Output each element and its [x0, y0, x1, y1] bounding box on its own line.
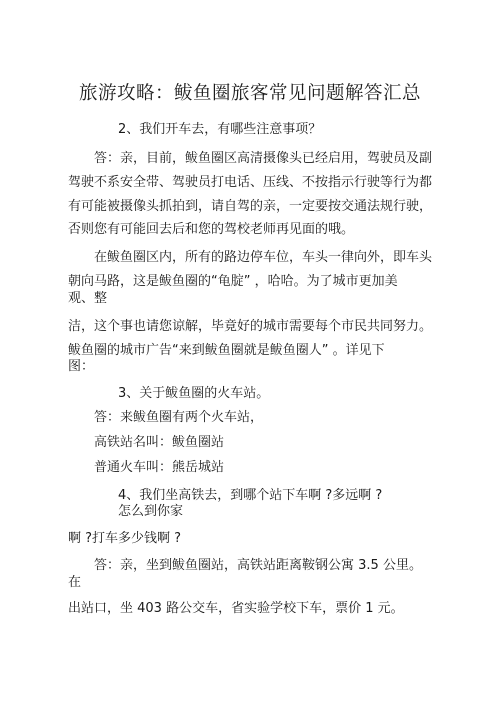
answer-4-line-2: 在 [68, 575, 82, 590]
question-2: 2、我们开车去，有哪些注意事项？ [118, 122, 322, 137]
question-3: 3、关于鲅鱼圈的火车站。 [118, 386, 270, 401]
answer-4-line-1: 答：亲，坐到鲅鱼圈站，高铁站距离鞍钢公寓 3.5 公里。 [94, 558, 422, 573]
question-4-line-3: 啊 ?打车多少钱啊 ? [68, 531, 182, 546]
high-speed-station: 高铁站名叫：鲅鱼圈站 [94, 435, 225, 450]
ad-paragraph-line-2: 图： [68, 359, 95, 374]
answer-2-line-4: 否则您有可能回去后和您的驾校老师再见面的哦。 [68, 222, 355, 237]
parking-paragraph-line-3: 观、整 [68, 291, 108, 306]
answer-2-line-1: 答：亲，目前，鲅鱼圈区高清摄像头已经启用，驾驶员及副 [94, 151, 433, 166]
ad-paragraph-line-1: 鲅鱼圈的城市广告“来到鲅鱼圈就是鲅鱼圈人” 。详见下 [68, 343, 385, 358]
answer-3: 答：来鲅鱼圈有两个火车站， [94, 410, 264, 425]
answer-2-line-3: 有可能被摄像头抓拍到，请自驾的亲，一定要按交通法规行驶， [68, 199, 433, 214]
answer-4-line-3: 出站口，坐 403 路公交车，省实验学校下车，票价 1 元。 [68, 601, 404, 616]
parking-paragraph-line-2: 朝向马路，这是鲅鱼圈的“龟腚” ，哈哈。为了城市更加美 [68, 274, 398, 289]
parking-paragraph-line-1: 在鲅鱼圈区内，所有的路边停车位，车头一律向外，即车头 [94, 250, 433, 265]
answer-2-line-2: 驾驶不系安全带、驾驶员打电话、压线、不按指示行驶等行为都 [68, 175, 433, 190]
question-4-line-1: 4、我们坐高铁去，到哪个站下车啊 ?多远啊 ? [118, 488, 383, 503]
parking-paragraph-line-4: 洁，这个事也请您谅解，毕竟好的城市需要每个市民共同努力。 [68, 319, 433, 334]
regular-station: 普通火车叫：熊岳城站 [94, 460, 225, 475]
question-4-line-2: 怎么到你家 [118, 504, 184, 519]
document-title: 旅游攻略：鲅鱼圈旅客常见问题解答汇总 [78, 83, 421, 104]
